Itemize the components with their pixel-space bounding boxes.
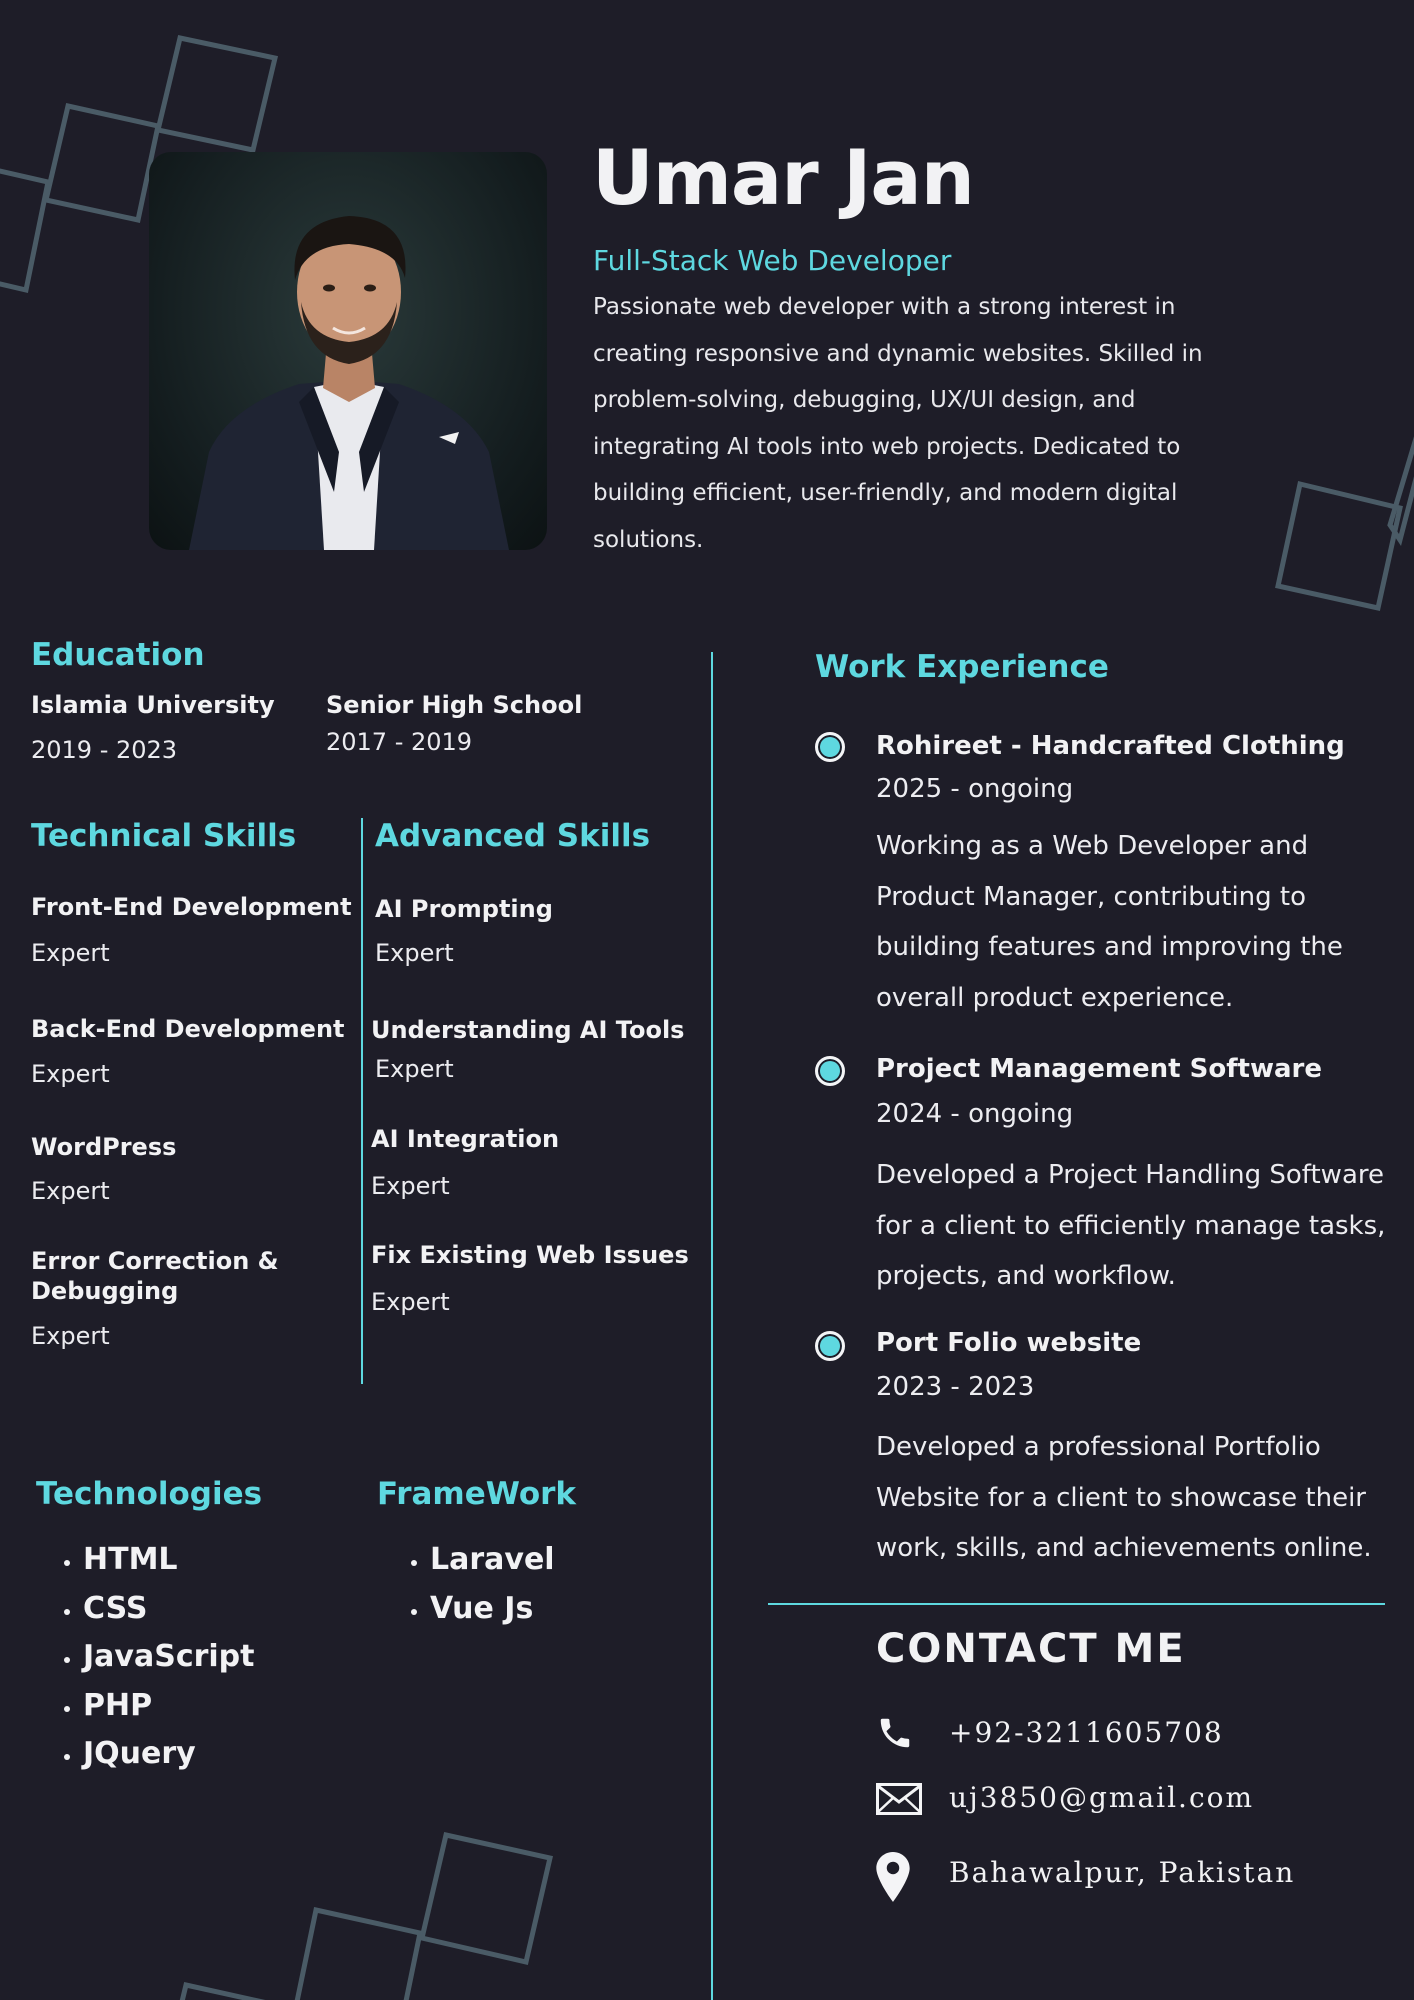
job-title: Project Management Software	[876, 1054, 1322, 1084]
list-item: • JQuery	[83, 1730, 255, 1779]
work-experience-heading: Work Experience	[815, 649, 1109, 685]
contact-location: Bahawalpur, Pakistan	[949, 1856, 1296, 1889]
list-item: • PHP	[83, 1682, 255, 1731]
technologies-list	[31, 1536, 255, 1779]
skill-level: Expert	[375, 1055, 454, 1083]
skill-level: Expert	[371, 1288, 450, 1316]
list-item: • Vue Js	[430, 1585, 555, 1634]
job-title: Port Folio website	[876, 1328, 1142, 1358]
job-title: Rohireet - Handcrafted Clothing	[876, 731, 1345, 761]
profile-summary: Passionate web developer with a strong interest in creating responsive and dynamic websites. Skilled in problem-solving, debugging, UX/UI design, and integrating AI tools into web projects. Dedicated to building efficient, user-friendly, and modern digital solutions.	[593, 294, 1203, 553]
job-description: Developed a professional Portfolio Website for a client to showcase their work, skills, and achievements online.	[876, 1432, 1372, 1563]
technologies-heading: Technologies	[36, 1476, 263, 1512]
skill-level: Expert	[31, 1322, 110, 1350]
skill-name: AI Integration	[371, 1125, 560, 1153]
skill-name: Front-End Development	[31, 893, 352, 921]
contact-divider	[768, 1603, 1385, 1605]
phone-icon	[876, 1714, 914, 1752]
skill-name: Fix Existing Web Issues	[371, 1241, 689, 1269]
job-role: Full-Stack Web Developer	[593, 244, 952, 277]
job-description: Working as a Web Developer and Product Manager, contributing to building features and improving the overall product experience.	[876, 831, 1343, 1013]
profile-photo	[149, 152, 547, 550]
job-description: Developed a Project Handling Software for a client to efficiently manage tasks, projects, and workflow.	[876, 1160, 1386, 1291]
contact-phone: +92-3211605708	[949, 1716, 1224, 1749]
education-years: 2017 - 2019	[326, 728, 473, 756]
education-school: Islamia University	[31, 691, 275, 719]
skill-name: Back-End Development	[31, 1015, 345, 1043]
skill-level: Expert	[375, 939, 454, 967]
contact-email: uj3850@gmail.com	[949, 1781, 1255, 1814]
skills-divider	[361, 818, 363, 1384]
advanced-skills-heading: Advanced Skills	[375, 818, 651, 854]
framework-list	[378, 1536, 555, 1633]
list-item: • JavaScript	[83, 1633, 255, 1682]
framework-heading: FrameWork	[377, 1476, 577, 1512]
timeline-dot	[815, 1056, 845, 1086]
education-years: 2019 - 2023	[31, 736, 178, 764]
job-dates: 2025 - ongoing	[876, 774, 1074, 804]
list-item: • CSS	[83, 1585, 255, 1634]
column-divider	[711, 652, 713, 2000]
mail-icon	[876, 1783, 922, 1815]
skill-name: AI Prompting	[375, 895, 553, 923]
job-dates: 2024 - ongoing	[876, 1099, 1074, 1129]
location-pin-icon	[876, 1852, 910, 1902]
timeline-dot	[815, 1331, 845, 1361]
list-item: • HTML	[83, 1536, 255, 1585]
job-dates: 2023 - 2023	[876, 1372, 1035, 1402]
education-heading: Education	[31, 637, 205, 673]
person-name: Umar Jan	[592, 133, 974, 222]
skill-name: WordPress	[31, 1133, 177, 1161]
list-item: • Laravel	[430, 1536, 555, 1585]
education-school: Senior High School	[326, 691, 583, 719]
timeline-dot	[815, 732, 845, 762]
skill-level: Expert	[371, 1172, 450, 1200]
skill-name: Error Correction & Debugging	[31, 1247, 279, 1305]
skill-name: Understanding AI Tools	[371, 1016, 685, 1044]
technical-skills-heading: Technical Skills	[31, 818, 297, 854]
skill-level: Expert	[31, 1177, 110, 1205]
skill-level: Expert	[31, 1060, 110, 1088]
skill-level: Expert	[31, 939, 110, 967]
contact-heading: CONTACT ME	[876, 1626, 1186, 1672]
